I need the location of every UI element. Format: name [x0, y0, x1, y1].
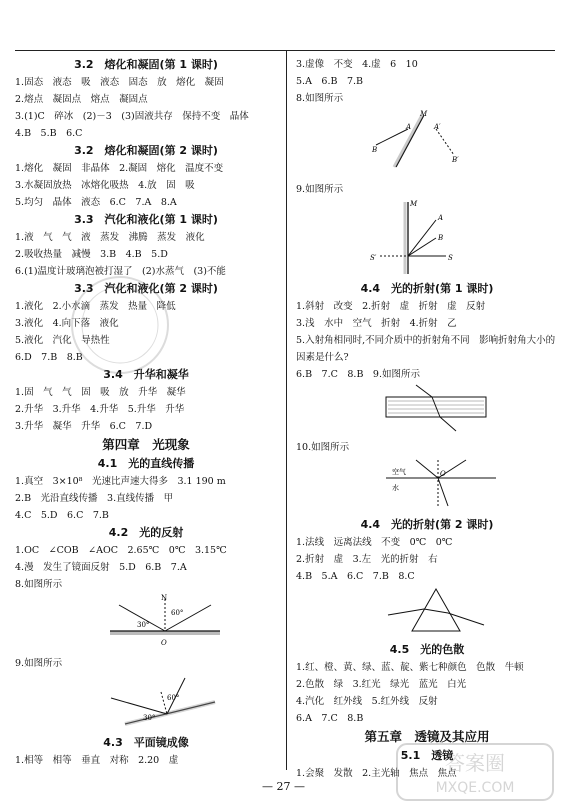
section-title: 4.5 光的色散	[389, 643, 465, 656]
svg-text:答案圈: 答案圈	[445, 751, 505, 775]
section-title: 4.4 光的折射(第 1 课时)	[360, 282, 494, 295]
column-divider	[286, 50, 287, 770]
fig-reflect-1	[15, 593, 277, 655]
answer-line: 6.(1)温度计玻璃泡被打湿了 (2)水蒸气 (3)不能	[15, 266, 226, 277]
answer-line: 1.相等 相等 垂直 对称 2.20 虚	[15, 755, 179, 766]
answer-line: 8.如图所示	[15, 579, 63, 590]
fig-refract-water	[296, 456, 558, 516]
svg-text:60°: 60°	[171, 609, 184, 617]
answer-line: 2.色散 绿 3.红光 绿光 蓝光 白光	[296, 679, 467, 690]
answer-line: 3.虚像 不变 4.虚 6 10	[296, 59, 418, 70]
fig-mirror-2	[296, 198, 558, 280]
answer-line: 8.如图所示	[296, 93, 344, 104]
answer-line: 1.会聚 发散 2.主光轴 焦点 焦点	[296, 768, 457, 779]
svg-text:B: B	[438, 234, 444, 242]
svg-text:M: M	[420, 110, 428, 118]
svg-text:S′: S′	[370, 254, 377, 262]
svg-text:N: N	[161, 594, 168, 602]
fig-prism	[296, 585, 558, 641]
answer-line: 4.B 5.A 6.C 7.B 8.C	[296, 571, 415, 582]
fig-mirror-1	[296, 107, 558, 181]
answer-line: 1.液化 2.小水滴 蒸发 热量 降低	[15, 301, 176, 312]
answer-line: 3.升华 凝华 升华 6.C 7.D	[15, 421, 153, 432]
left-column	[15, 56, 277, 769]
answer-line: 6.A 7.C 8.B	[296, 713, 364, 724]
section-title: 3.3 汽化和液化(第 2 课时)	[74, 282, 218, 295]
answer-line: 1.固态 液态 吸 液态 固态 放 熔化 凝固	[15, 77, 224, 88]
answer-line: 3.(1)C 碎冰 (2)－3 (3)固液共存 保持不变 晶体	[15, 111, 249, 122]
page-number: — 27 —	[262, 780, 305, 793]
answer-line: 2.B 光沿直线传播 3.直线传播 甲	[15, 493, 174, 504]
svg-text:30°: 30°	[137, 621, 150, 629]
section-title: 4.3 平面镜成像	[103, 736, 189, 749]
svg-text:空气: 空气	[392, 468, 406, 476]
svg-text:A′: A′	[434, 123, 441, 131]
answer-line: 5.液化 汽化 导热性	[15, 335, 110, 346]
answer-line: 1.红、橙、黄、绿、蓝、靛、紫七种颜色 色散 牛顿	[296, 662, 524, 673]
answer-line: 1.OC ∠COB ∠AOC 2.65℃ 0℃ 3.15℃	[15, 545, 227, 556]
answer-line: 5.A 6.B 7.B	[296, 76, 364, 87]
answer-line: 2.折射 虚 3.左 光的折射 右	[296, 554, 438, 565]
section-title: 5.1 透镜	[400, 749, 454, 762]
answer-line: 2.吸收热量 减慢 3.B 4.B 5.D	[15, 249, 168, 260]
answer-line: 10.如图所示	[296, 442, 350, 453]
site-watermark-logo	[395, 742, 555, 802]
answer-line: 1.液 气 气 液 蒸发 沸腾 蒸发 液化	[15, 232, 205, 243]
section-title: 3.3 汽化和液化(第 1 课时)	[74, 213, 218, 226]
svg-text:MXQE.COM: MXQE.COM	[435, 780, 515, 796]
svg-text:30°: 30°	[143, 714, 156, 722]
section-title: 3.2 熔化和凝固(第 2 课时)	[74, 144, 218, 157]
answer-line: 1.真空 3×10⁸ 光速比声速大得多 3.1 190 m	[15, 476, 226, 487]
answer-line: 4.B 5.B 6.C	[15, 128, 83, 139]
answer-line: 3.水凝固放热 冰熔化吸热 4.放 固 吸	[15, 180, 195, 191]
chapter-title: 第四章 光现象	[102, 437, 190, 452]
answer-line: 5.均匀 晶体 液态 6.C 7.A 8.A	[15, 197, 177, 208]
answer-line: 4.C 5.D 6.C 7.B	[15, 510, 109, 521]
section-title: 3.4 升华和凝华	[103, 368, 189, 381]
answer-line: 1.固 气 气 固 吸 放 升华 凝华	[15, 387, 186, 398]
answer-line: 9.如图所示	[296, 184, 344, 195]
svg-text:O: O	[161, 639, 167, 647]
stamp-watermark	[60, 270, 180, 380]
section-title: 3.2 熔化和凝固(第 1 课时)	[74, 58, 218, 71]
chapter-title: 第五章 透镜及其应用	[364, 729, 490, 744]
svg-text:O: O	[440, 470, 446, 478]
answer-line: 1.法线 远离法线 不变 0℃ 0℃	[296, 537, 453, 548]
answer-line: 9.如图所示	[15, 658, 63, 669]
answer-line: 1.斜射 改变 2.折射 虚 折射 虚 反射	[296, 301, 486, 312]
answer-line: 2.升华 3.升华 4.升华 5.升华 升华	[15, 404, 185, 415]
section-title: 4.4 光的折射(第 2 课时)	[360, 518, 494, 531]
fig-refract-glass	[296, 383, 558, 439]
fig-reflect-2	[15, 672, 277, 734]
section-title: 4.1 光的直线传播	[97, 457, 195, 470]
section-title: 4.2 光的反射	[108, 526, 184, 539]
answer-line: 3.浅 水中 空气 折射 4.折射 乙	[296, 318, 457, 329]
answer-line: 2.熔点 凝固点 熔点 凝固点	[15, 94, 148, 105]
svg-text:60°: 60°	[167, 694, 180, 702]
svg-text:S: S	[448, 254, 453, 262]
answer-line: 1.熔化 凝固 非晶体 2.凝固 熔化 温度不变	[15, 163, 224, 174]
answer-line: 4.漫 发生了镜面反射 5.D 6.B 7.A	[15, 562, 187, 573]
svg-text:A: A	[406, 123, 412, 131]
svg-text:A: A	[438, 214, 444, 222]
svg-text:水: 水	[392, 484, 399, 492]
svg-text:M: M	[410, 200, 418, 208]
answer-line: 5.入射角相同时,不同介质中的折射角不同 影响折射角大小的	[296, 335, 556, 346]
answer-line: 因素是什么?	[296, 352, 349, 363]
top-rule	[15, 50, 555, 51]
answer-line: 6.B 7.C 8.B 9.如图所示	[296, 369, 420, 380]
answer-line: 3.液化 4.向下落 液化	[15, 318, 119, 329]
svg-text:B′: B′	[452, 156, 459, 164]
answer-line: 6.D 7.B 8.B	[15, 352, 83, 363]
svg-text:B: B	[372, 146, 378, 154]
answer-line: 4.汽化 红外线 5.红外线 反射	[296, 696, 438, 707]
right-column	[296, 56, 558, 782]
